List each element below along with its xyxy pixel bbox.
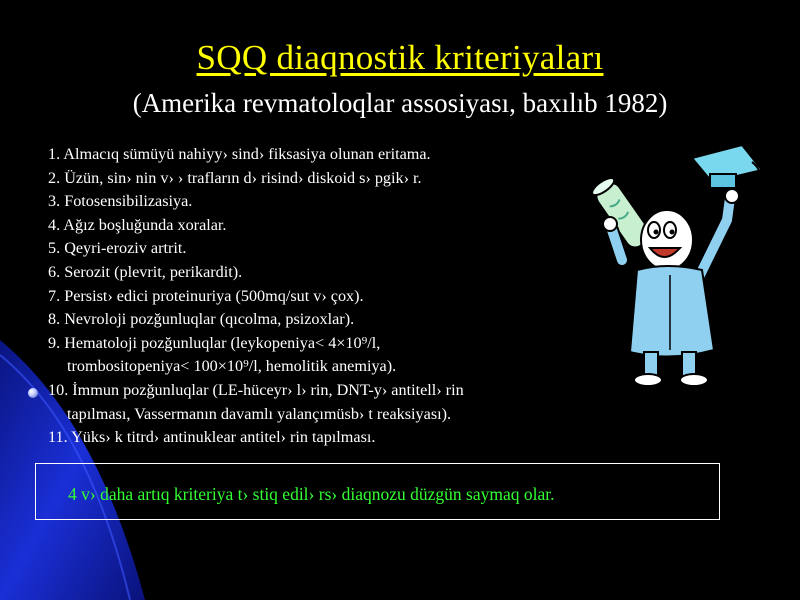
criteria-item: 3. Fotosensibilizasiya. (48, 192, 193, 211)
criteria-item: 5. Qeyri-eroziv artrit. (48, 239, 187, 258)
slide-title: SQQ diaqnostik kriteriyaları (196, 38, 604, 77)
criteria-item: 6. Serozit (plevrit, perikardit). (48, 262, 243, 281)
graduate-cartoon-icon (582, 140, 792, 390)
criteria-item: 9. Hematoloji pozğunluqlar (leykopeniya< 4×10⁹/l, (48, 333, 381, 352)
criteria-item: 7. Persist› edici proteinuriya (500mq/sut v› çox). (48, 286, 364, 305)
conclusion-box (35, 463, 720, 520)
conclusion-text: 4 v› daha artıq kriteriya t› stiq edil› rs› diaqnozu düzgün saymaq olar. (68, 484, 555, 504)
criteria-item: 8. Nevroloji pozğunluqlar (qıcolma, psizoxlar). (48, 310, 355, 329)
criteria-item: 10. İmmun pozğunluqlar (LE-hüceyr› l› rin, DNT-y› antitell› rin (48, 380, 464, 399)
criteria-item: 11. Yüks› k titrd› antinuklear antitel› rin tapılması. (48, 428, 376, 447)
bullet-icon (28, 388, 38, 398)
criteria-item: 2. Üzün, sin› nin v› › trafların d› risind› diskoid s› pgik› r. (48, 168, 422, 187)
criteria-item-continuation: trombositopeniya< 100×10⁹/l, hemolitik anemiya). (67, 357, 397, 376)
slide-subtitle: (Amerika revmatoloqlar assosiyası, baxılıb 1982) (132, 88, 668, 118)
criteria-item: 4. Ağız boşluğunda xoralar. (48, 215, 227, 234)
criteria-item: 1. Almacıq sümüyü nahiyy› sind› fiksasiya olunan eritama. (48, 145, 431, 163)
criteria-list (48, 143, 608, 450)
criteria-item-continuation: tapılması, Vassermanın davamlı yalançımüsb› t reaksiyası). (67, 404, 452, 423)
